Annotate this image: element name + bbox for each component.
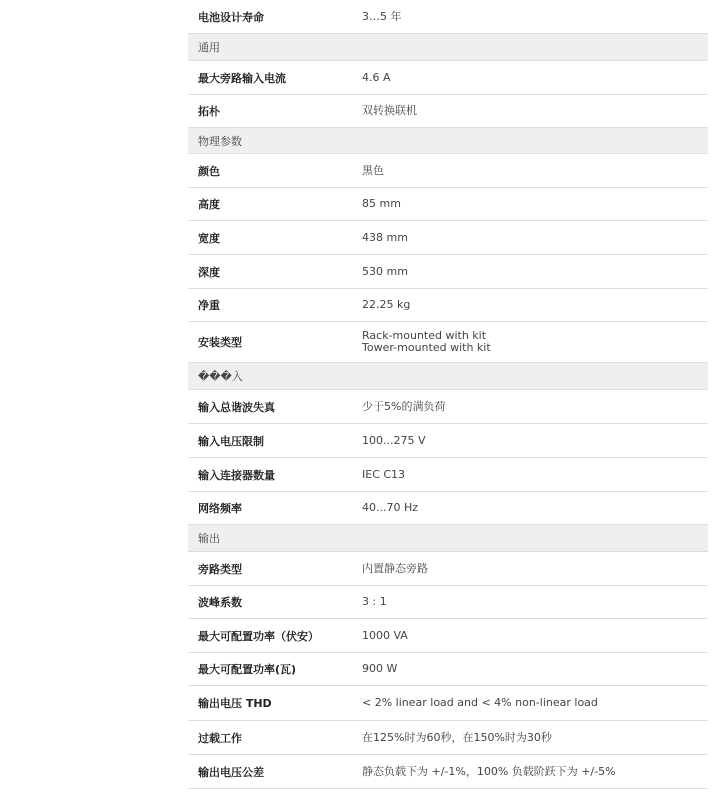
spec-value-line: 85 mm [362,197,401,210]
spec-row [188,686,708,721]
spec-value [362,469,708,481]
spec-value-line: 少于5%的满负荷 [362,399,446,413]
spec-label: 拓朴 [198,105,220,118]
section-title: 输出 [198,532,220,545]
spec-label: 最大可配置功率（伏安） [198,629,319,643]
section-header [188,128,708,154]
spec-value [362,232,708,244]
spec-value-line: 3 : 1 [362,595,387,608]
spec-value-line: 3…5 年 [362,9,402,23]
spec-value-line: 530 mm [362,264,408,278]
spec-row [188,721,708,755]
spec-value-line: 双转换联机 [362,104,417,117]
spec-row [188,424,708,458]
spec-value-line: 900 W [362,662,398,675]
section-header [188,34,708,61]
spec-value-line: 22.25 kg [362,298,411,311]
spec-label: 深度 [198,265,220,279]
spec-value [362,105,708,117]
spec-row [188,653,708,686]
spec-table [188,0,708,789]
spec-label: 输入电压限制 [198,434,264,448]
spec-value [362,766,708,778]
spec-row [188,188,708,221]
spec-value [362,165,708,177]
spec-label: 最大旁路输入电流 [198,71,286,85]
spec-label: 输出电压公差 [198,765,264,779]
spec-row [188,322,708,363]
spec-value [362,630,708,642]
spec-row [188,154,708,188]
spec-value-line: 1000 VA [362,628,408,642]
spec-label: 输入连接器数量 [198,468,275,482]
spec-row [188,552,708,586]
spec-label: 网络频率 [198,502,242,515]
spec-value-line: Rack-mounted with kit [362,329,487,342]
spec-row [188,492,708,525]
spec-label: 宽度 [198,231,220,245]
spec-value-line: 4.6 A [362,70,391,84]
spec-value-line: 在125%时为60秒，在150%时为30秒 [362,730,552,744]
spec-row [188,61,708,95]
spec-row [188,255,708,289]
spec-label: 旁路类型 [198,562,242,576]
spec-value-line: IEC C13 [362,467,406,481]
spec-value-line: 黑色 [362,163,384,177]
spec-value [362,596,708,608]
spec-label: 净重 [198,299,220,312]
spec-label: 颜色 [198,164,220,178]
section-header [188,525,708,552]
spec-value [362,330,708,354]
section-header [188,363,708,390]
spec-value [362,198,708,210]
spec-value [362,11,708,23]
spec-value-line: 静态负载下为 +/-1%，100% 负载阶跃下为 +/-5% [362,764,616,778]
spec-row [188,755,708,789]
spec-value-line: 100...275 V [362,433,426,447]
spec-value [362,697,708,709]
spec-value-line: 40...70 Hz [362,501,419,514]
spec-row [188,289,708,322]
spec-row [188,95,708,128]
spec-value [362,502,708,514]
spec-row [188,619,708,653]
spec-value-line: < 2% linear load and < 4% non-linear load [362,696,598,709]
spec-value [362,266,708,278]
spec-value [362,732,708,744]
spec-value-line: 内置静态旁路 [362,561,428,575]
spec-row [188,390,708,424]
spec-label: 电池设计寿命 [198,10,264,24]
spec-value [362,72,708,84]
spec-value [362,663,708,675]
spec-row [188,586,708,619]
spec-value-line: 438 mm [362,230,408,244]
spec-label: 高度 [198,198,220,211]
spec-label: 输出电压 THD [198,697,272,710]
section-title: 物理参数 [198,134,242,148]
spec-value [362,299,708,311]
spec-label: 过载工作 [198,731,242,745]
spec-label: 波峰系数 [198,596,242,609]
section-title: 通用 [198,41,220,54]
spec-value [362,435,708,447]
spec-row [188,221,708,255]
spec-value-line: Tower-mounted with kit [362,341,491,354]
spec-label: 安装类型 [198,336,242,349]
spec-value [362,401,708,413]
spec-row [188,458,708,492]
section-title: ���入 [198,370,243,383]
spec-label: 输入总谐波失真 [198,400,275,414]
spec-row [188,0,708,34]
spec-value [362,563,708,575]
spec-label: 最大可配置功率(瓦) [198,663,297,676]
